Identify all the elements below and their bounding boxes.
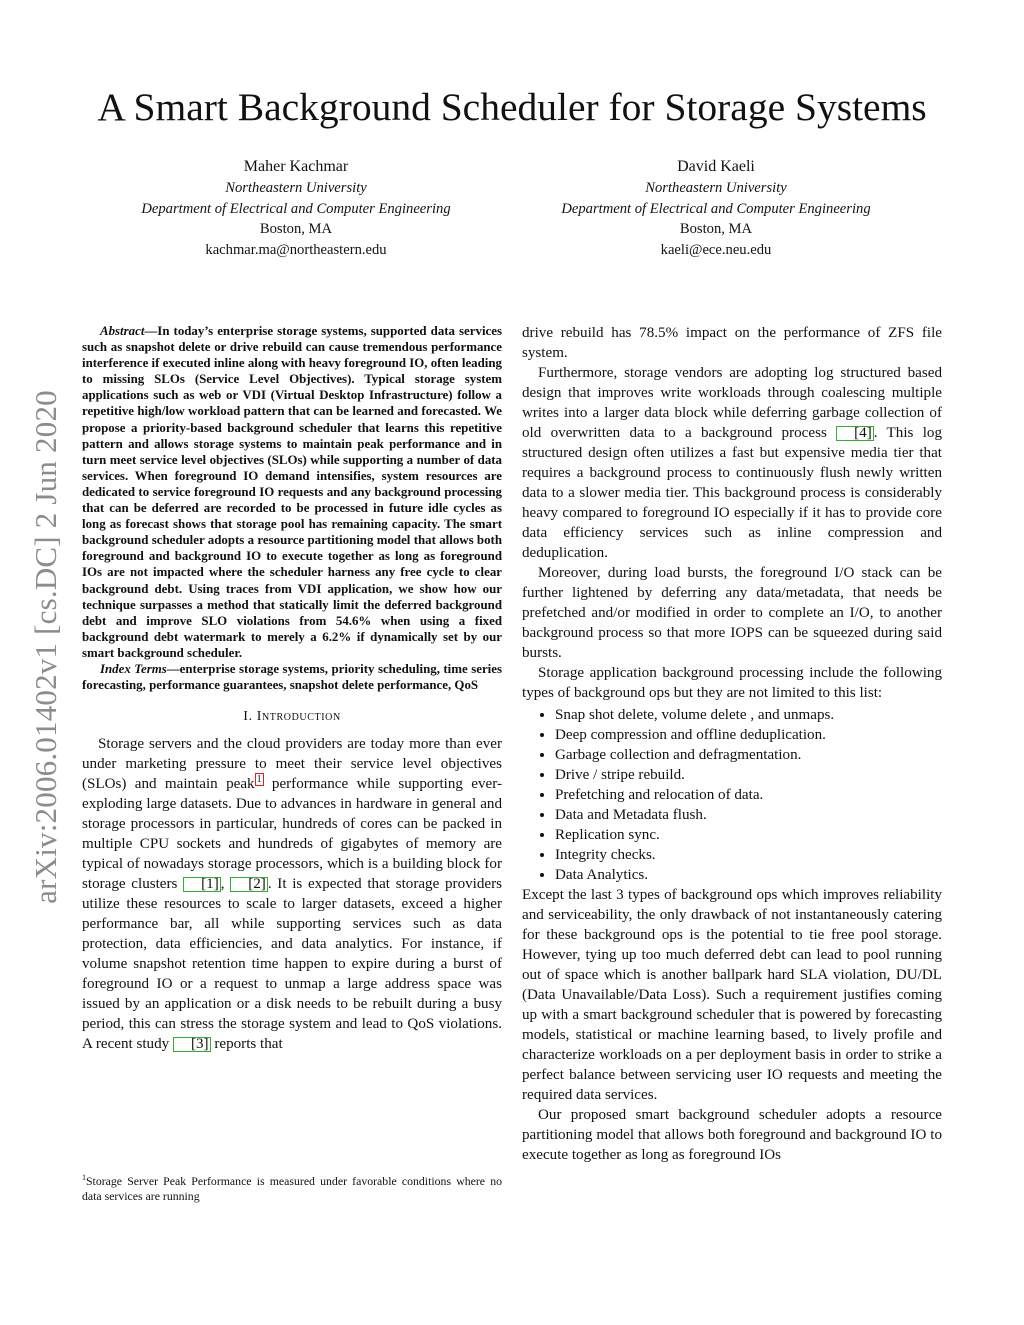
background-ops-list xyxy=(522,705,942,885)
list-item: • Garbage collection and defragmentation. xyxy=(555,745,942,765)
right-column xyxy=(522,323,942,1165)
list-item: • Deep compression and offline deduplication. xyxy=(555,725,942,745)
text-run: performance while supporting ever-exploding large datasets. Due to advances in hardware in general and storage processors in particular, hundreds of cores can be packed in multiple CPU sockets and hundreds of gigabytes of memory are typical of nowadays storage processors, which is a building block for storage clusters xyxy=(82,776,502,893)
list-item: • Snap shot delete, volume delete , and unmaps. xyxy=(555,705,942,725)
list-item: • Drive / stripe rebuild. xyxy=(555,765,942,785)
author-affiliation: Northeastern University xyxy=(225,180,367,196)
paragraph: Our proposed smart background scheduler adopts a resource partitioning model that allows both foreground and background IO to execute together as long as foreground IOs xyxy=(522,1107,942,1163)
text-run: reports that xyxy=(210,1036,283,1053)
footnote-mark: 1 xyxy=(82,1173,86,1182)
author-block-1 xyxy=(86,156,506,260)
list-item: • Data Analytics. xyxy=(555,865,942,885)
footnote-link[interactable]: 1 xyxy=(256,774,262,786)
list-item: • Replication sync. xyxy=(555,825,942,845)
text-run: . It is expected that storage providers utilize these resources to scale to larger datasets, exceed a higher performance bar, all while supporting services such as data protection, data efficiencies, and data analytics. For instance, if volume snapshot retention time happen to expire during a burst of foreground IO or a request to unmap a large address space was issued by an application or a disk needs to be rebuilt during a busy period, this can stress the storage system and lead to QoS violations. A recent study xyxy=(82,876,503,1053)
citation-link[interactable]: [2] xyxy=(230,877,268,892)
author-block-2 xyxy=(506,156,926,260)
paragraph: Storage application background processing include the following types of background ops but they are not limited to this list: xyxy=(522,665,942,701)
citation-link[interactable]: [4] xyxy=(836,426,874,441)
text-run: Storage servers and the cloud providers are today more than ever under marketing pressure to meet their service level objectives (SLOs) and maintain peak xyxy=(82,736,502,793)
footnote xyxy=(82,1170,502,1204)
abstract-text: In today’s enterprise storage systems, supported data services such as snapshot delete or drive rebuild can cause tremendous performance interference if executed inline along with heavy foreground IO, often leading to missing SLOs (Service Level Objectives). Typical storage system applications such as web or VDI (Virtual Desktop Infrastructure) follow a repetitive high/low workload pattern that can be learned and forecasted. We propose a priority-based background scheduler that learns this repetitive pattern and allows storage systems to maintain peak performance and in turn meet service level objectives (SLOs) while supporting a number of data services. When foreground IO demand intensifies, system resources are dedicated to service foreground IO requests and any background processing that can be deferred are recorded to be processed in future idle cycles as long as forecast shows that storage pool has remaining capacity. The smart background scheduler adopts a resource partitioning model that allows both foreground and background IO to execute together as long as foreground IOs are not impacted where the scheduler harness any free cycle to clear background debt. Using traces from VDI application, we show how our technique surpasses a method that statically limit the deferred background debt and improve SLO violations from 54.6% when using a fixed background debt watermark to merely a 6.2% if dynamically set by our smart background scheduler. xyxy=(82,324,502,660)
list-item: • Prefetching and relocation of data. xyxy=(555,785,942,805)
author-location: Boston, MA xyxy=(679,221,753,237)
arxiv-stamp xyxy=(14,362,78,932)
paragraph: Except the last 3 types of background ops which improves reliability and serviceability, the only drawback of not instantaneously catering for these background ops is the potential to tie free pool storage. However, tying up too much deferred debt can lead to pool running out of space which is another ballpark hard SLA violation, DU/DL (Data Unavailable/Data Loss). Such a requirement justifies coming up with a smart background scheduler that is powered by forecasting models, statistical or machine learning based, to lively profile and characterize workloads on a per deployment basis in order to strike a perfect balance between servicing user IO requests and meeting the required data services. xyxy=(522,887,942,1103)
abstract-label: Abstract xyxy=(100,324,145,338)
list-item: • Data and Metadata flush. xyxy=(555,805,942,825)
footnote-text: Storage Server Peak Performance is measured under favorable conditions where no data services are running xyxy=(82,1173,502,1203)
citation-link[interactable]: [3] xyxy=(173,1037,211,1052)
index-terms-text: enterprise storage systems, priority scheduling, time series forecasting, performance guarantees, snapshot delete performance, QoS xyxy=(82,661,502,693)
author-affiliation: Northeastern University xyxy=(645,180,787,196)
paragraph: Moreover, during load bursts, the foreground I/O stack can be further lightened by deferring any data/metadata, that needs be prefetched and/or modified in order to complete an I/O, to another background process so that more IOPS can be squeezed during said bursts. xyxy=(522,565,942,661)
text-run: Furthermore, storage vendors are adopting log structured based design that improves write workloads through coalescing multiple writes into a larger data block while deferring garbage collection of old overwritten data to a background process xyxy=(522,365,942,441)
author-department: Department of Electrical and Computer Engineering xyxy=(141,200,451,217)
section-heading xyxy=(82,708,502,726)
author-name: Maher Kachmar xyxy=(243,158,349,175)
paragraph xyxy=(522,363,942,563)
intro-paragraph xyxy=(82,734,502,1054)
paragraph: drive rebuild has 78.5% impact on the performance of ZFS file system. xyxy=(522,325,942,361)
abstract: Abstract—In today’s enterprise storage systems, supported data services such as snapshot delete or drive rebuild can cause tremendous performance interference if executed inline along with heavy foreground IO, often leading to missing SLOs (Service Level Objectives). Typical storage system applications such as web or VDI (Virtual Desktop Infrastructure) follow a repetitive high/low workload pattern that can be learned and forecasted. We propose a priority-based background scheduler that learns this repetitive pattern and allows storage systems to maintain peak performance and in turn meet service level objectives (SLOs) while supporting a number of data services. When foreground IO demand intensifies, system resources are dedicated to service foreground IO requests and any background processing that can be deferred are recorded to be processed in future idle cycles as long as forecast shows that storage pool has remaining capacity. The smart background scheduler adopts a resource partitioning model that allows both foreground and background IO to execute together as long as foreground IOs are not impacted where the scheduler harness any free cycle to clear background debt. Using traces from VDI application, we show how our technique surpasses a method that statically limit the deferred background debt and improve SLO violations from 54.6% when using a fixed background debt watermark to merely a 6.2% if dynamically set by our smart background scheduler. xyxy=(82,324,502,660)
left-column xyxy=(82,323,502,1054)
author-department: Department of Electrical and Computer Engineering xyxy=(561,200,871,217)
section-number: I. xyxy=(243,709,253,725)
author-email: kachmar.ma@northeastern.edu xyxy=(205,241,387,258)
index-terms-label: Index Terms xyxy=(100,661,167,676)
text-run: . This log structured design often utilizes a fast but expensive media tier that requires a background process to continuously flush newly written data to a slower media tier. This background process is considerably heavy compared to foreground IO especially if it has to provide core data efficiency services such as inline compression and deduplication. xyxy=(522,425,942,561)
index-terms: Index Terms—enterprise storage systems, priority scheduling, time series forecasting, performance guarantees, snapshot delete performance, QoS xyxy=(82,661,502,693)
author-location: Boston, MA xyxy=(259,221,333,237)
section-title: Introduction xyxy=(256,709,341,725)
text-run: , xyxy=(220,876,231,893)
list-item: • Integrity checks. xyxy=(555,845,942,865)
arxiv-stamp-text: arXiv:2006.01402v1 [cs.DC] 2 Jun 2020 xyxy=(28,390,63,904)
citation-link[interactable]: [1] xyxy=(183,877,221,892)
paper-title: A Smart Background Scheduler for Storage Systems xyxy=(97,85,927,129)
author-email: kaeli@ece.neu.edu xyxy=(660,241,772,258)
author-name: David Kaeli xyxy=(677,158,755,175)
